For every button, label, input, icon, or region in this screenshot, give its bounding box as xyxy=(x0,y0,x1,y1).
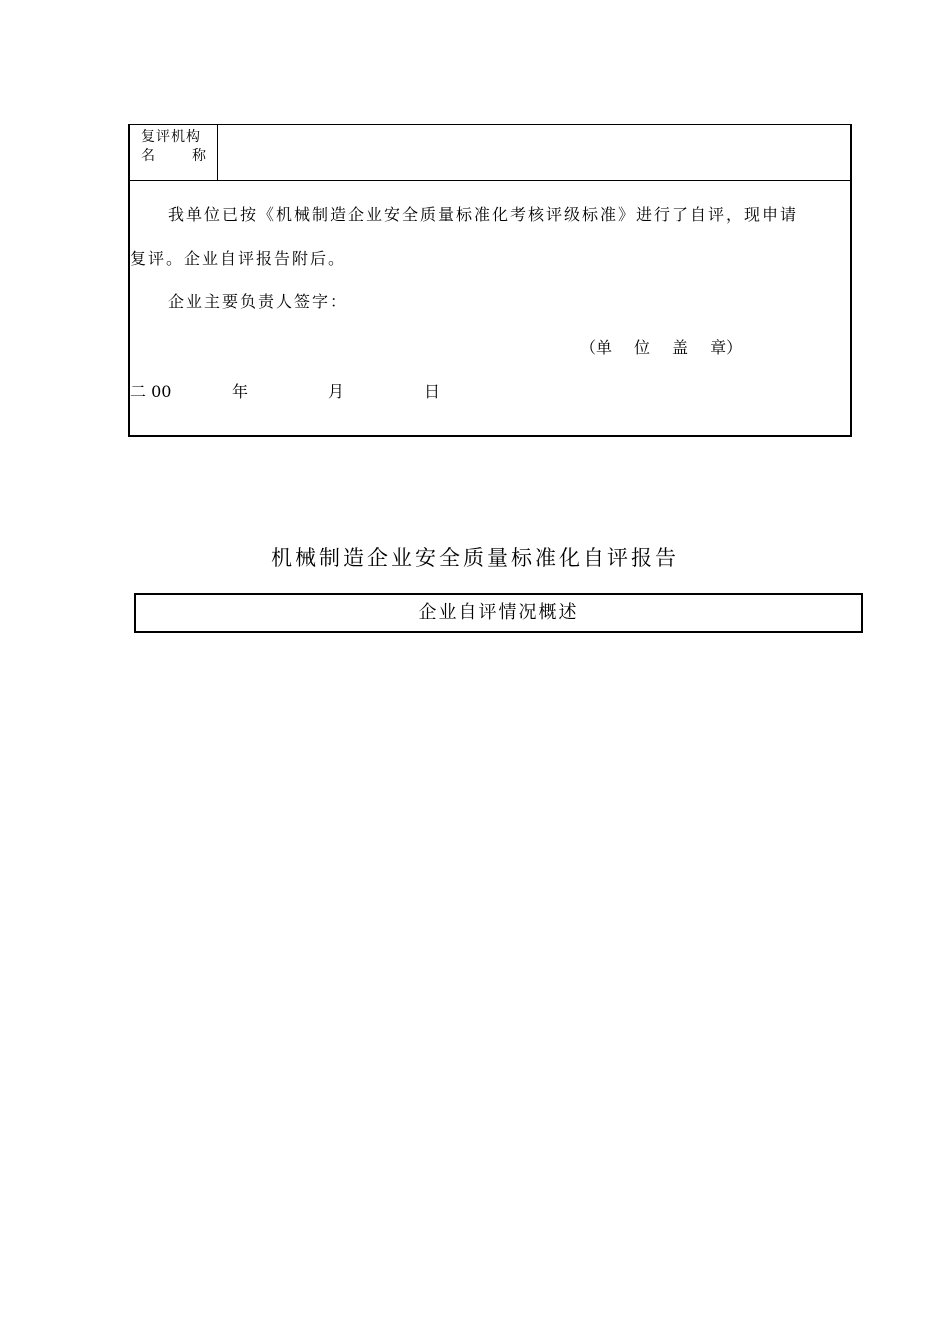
institution-label-char-2: 称 xyxy=(192,148,207,164)
report-title: 机械制造企业安全质量标准化自评报告 xyxy=(271,546,679,570)
institution-label-char-1: 名 xyxy=(141,148,156,164)
application-paragraph-line2: 复评。企业自评报告附后。 xyxy=(130,249,347,268)
stamp-open-paren: （ xyxy=(580,338,597,357)
institution-row xyxy=(130,125,850,181)
stamp-char-2: 位 xyxy=(634,338,651,357)
application-form-table xyxy=(128,124,852,437)
date-year-prefix: 二 00 xyxy=(130,382,172,401)
signature-label: 企业主要负责人签字： xyxy=(168,292,349,311)
institution-name-value xyxy=(218,125,850,180)
date-month-label: 月 xyxy=(328,382,345,401)
institution-label-line2 xyxy=(141,147,207,165)
unit-stamp-label xyxy=(580,335,742,358)
summary-heading: 企业自评情况概述 xyxy=(418,602,579,623)
stamp-char-1: 单 xyxy=(596,338,613,357)
date-year-label: 年 xyxy=(232,382,249,401)
stamp-char-3: 盖 xyxy=(672,338,689,357)
summary-heading-box xyxy=(134,593,863,633)
stamp-char-4: 章 xyxy=(710,338,727,357)
application-paragraph-line1: 我单位已按《机械制造企业安全质量标准化考核评级标准》进行了自评，现申请 xyxy=(168,205,799,224)
date-day-label: 日 xyxy=(424,382,441,401)
institution-label-cell xyxy=(130,125,218,180)
stamp-close-paren: ） xyxy=(726,338,743,357)
institution-label-line1: 复评机构 xyxy=(141,129,201,145)
